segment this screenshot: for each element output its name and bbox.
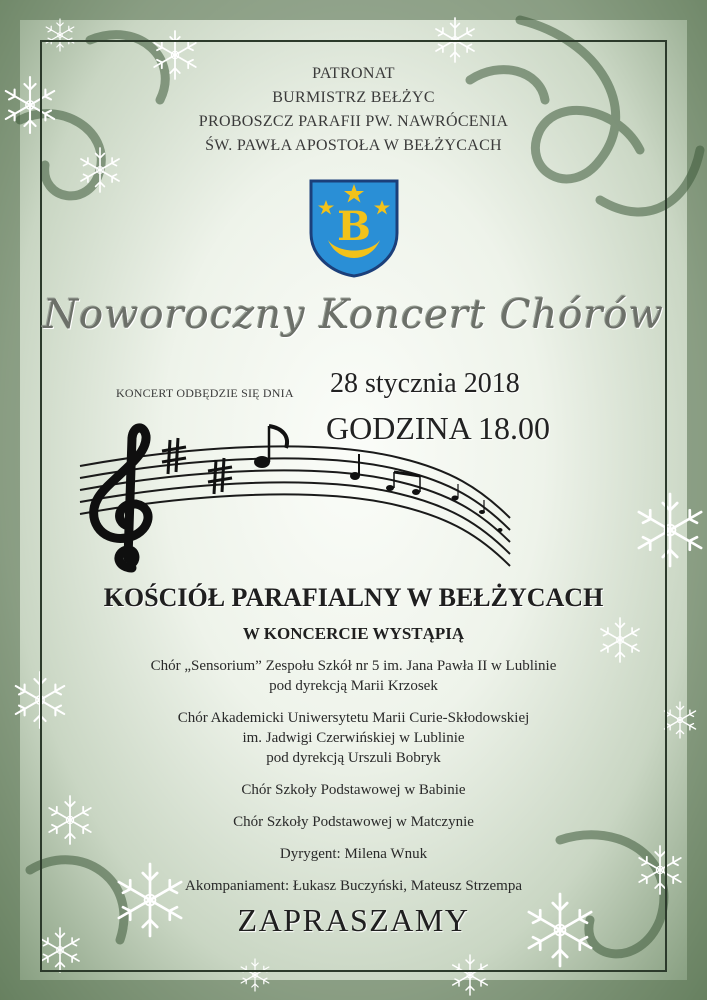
music-staff-graphic [70,418,530,578]
performer-line: pod dyrekcją Marii Krzosek [269,678,438,694]
performer-line: Chór Akademicki Uniwersytetu Marii Curie-Skłodowskiej [177,710,530,726]
crest-letter: B [337,203,371,250]
crest-icon [308,178,400,278]
performer-line: Chór Szkoły Podstawowej w Babinie [241,782,466,798]
concert-date: 28 stycznia 2018 [330,368,520,399]
patronage-line: PATRONAT [312,65,395,82]
performers-heading: W KONCERCIE WYSTĄPIĄ [242,624,465,643]
performer-item [0,812,707,832]
performer-item [0,780,707,800]
performer-line: im. Jadwigi Czerwińskiej w Lublinie [242,730,465,746]
concert-title: Noworoczny Koncert Chórów [43,292,664,338]
accompaniment-line [0,876,707,896]
concert-time: GODZINA 18.00 [326,410,550,446]
venue-heading: KOŚCIÓŁ PARAFIALNY W BEŁŻYCACH [103,583,604,612]
patronage-block [0,62,707,158]
performer-line: Chór „Sensorium” Zespołu Szkół nr 5 im. Jana Pawła II w Lublinie [150,658,557,674]
performer-line: Akompaniament: Łukasz Buczyński, Mateusz Strzempa [185,878,522,894]
treble-clef-icon [94,428,148,568]
performer-item [0,708,707,768]
performer-line: Chór Szkoły Podstawowej w Matczynie [233,814,474,830]
patronage-line: ŚW. PAWŁA APOSTOŁA W BEŁŻYCACH [205,137,502,154]
patronage-line: BURMISTRZ BEŁŻYC [272,89,435,106]
performer-item [0,656,707,696]
music-notes-icon [254,426,503,532]
performer-line: pod dyrekcją Urszuli Bobryk [266,750,441,766]
invitation-text: ZAPRASZAMY [237,902,470,938]
performers-list [0,656,707,896]
date-prefix: KONCERT ODBĘDZIE SIĘ DNIA [116,386,294,400]
patronage-line: PROBOSZCZ PARAFII PW. NAWRÓCENIA [198,113,509,130]
performer-line: Dyrygent: Milena Wnuk [279,846,428,862]
conductor-line [0,844,707,864]
